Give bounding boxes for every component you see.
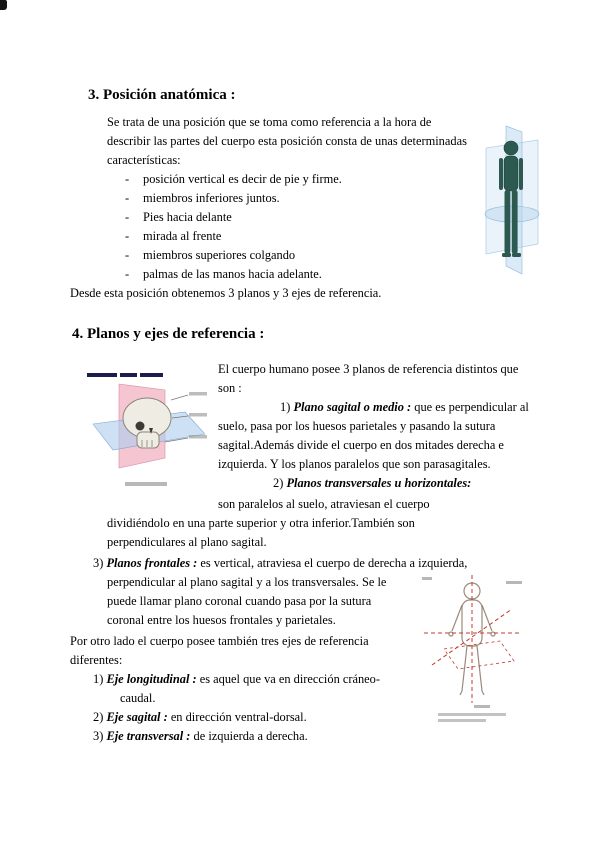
item-number: 1) xyxy=(93,672,104,686)
list-item xyxy=(125,265,455,284)
item-text: es vertical, atraviesa el cuerpo de derecha a izquierda, perpendicular al plano sagital y a los transversales. Se le xyxy=(107,556,468,589)
section4-intro: El cuerpo humano posee 3 planos de referencia distintos que son : xyxy=(218,362,519,395)
list-item-text: palmas de las manos hacia adelante. xyxy=(143,267,322,281)
item-text: en dirección ventral-dorsal. xyxy=(170,710,307,724)
item-title: Eje longitudinal : xyxy=(106,672,197,686)
list-item xyxy=(125,227,455,246)
list-item xyxy=(125,189,455,208)
item-number: 2) xyxy=(93,710,104,724)
body-axes-figure xyxy=(418,573,530,725)
item-title: Plano sagital o medio : xyxy=(293,400,412,414)
plane-transversal-text: son paralelos al suelo, atraviesan el cuerpo dividiéndolo en una parte superior y otra inferior.También son perpendiculares al plano sagital. xyxy=(107,497,430,549)
section3-heading: 3. Posición anatómica : xyxy=(88,87,236,103)
item-text-continued: puede llamar plano coronal cuando pasa por la sutura coronal entre los huesos frontales y parietales. xyxy=(107,594,372,627)
body-axes-svg xyxy=(418,573,530,725)
bullet-dash: - xyxy=(125,191,130,205)
item-number: 3) xyxy=(93,729,104,743)
item-text: es aquel que va en dirección cráneo-caudal. xyxy=(120,672,381,705)
skull-planes-svg xyxy=(85,370,211,496)
item-text: que es perpendicular al suelo, pasa por los huesos parietales y pasando la sutura sagital.Además divide el cuerpo en dos mitades derecha e izquierda. Y los planos paralelos que son parasagitales. xyxy=(218,400,529,471)
item-number: 2) xyxy=(273,476,284,490)
bullet-dash: - xyxy=(125,210,130,224)
skull-planes-figure xyxy=(85,370,211,496)
section3-intro: Se trata de una posición que se toma como referencia a la hora de describir las partes del cuerpo esta posición consta de unas determinadas características: xyxy=(107,115,467,167)
page-corner-artifact xyxy=(0,0,7,10)
item-title: Eje transversal : xyxy=(106,729,191,743)
item-title: Planos transversales u horizontales: xyxy=(286,476,472,490)
item-title: Eje sagital : xyxy=(106,710,168,724)
illegible-label-marks-bottom xyxy=(438,705,506,722)
list-item-text: Pies hacia delante xyxy=(143,210,232,224)
item-title: Planos frontales : xyxy=(106,556,198,570)
axis-item xyxy=(70,727,530,746)
list-item-text: mirada al frente xyxy=(143,229,222,243)
anatomical-position-figure xyxy=(478,122,545,292)
plane-frontal-item xyxy=(70,554,530,630)
item-number: 1) xyxy=(280,400,291,414)
anatomical-position-svg xyxy=(478,122,545,292)
bullet-dash: - xyxy=(125,248,130,262)
list-item xyxy=(125,246,455,265)
list-item xyxy=(125,208,455,227)
bullet-dash: - xyxy=(125,229,130,243)
list-item-text: posición vertical es decir de pie y firme. xyxy=(143,172,342,186)
section4-heading: 4. Planos y ejes de referencia : xyxy=(72,326,265,342)
anatomical-position-list xyxy=(125,170,455,284)
list-item-text: miembros inferiores juntos. xyxy=(143,191,280,205)
bullet-dash: - xyxy=(125,172,130,186)
axes-lines xyxy=(424,575,520,703)
list-item xyxy=(125,170,455,189)
item-number: 3) xyxy=(93,556,104,570)
section3-closing: Desde esta posición obtenemos 3 planos y 3 ejes de referencia. xyxy=(70,286,382,300)
figure-title-marks xyxy=(87,373,163,377)
list-item-text: miembros superiores colgando xyxy=(143,248,296,262)
item-text: de izquierda a derecha. xyxy=(193,729,308,743)
axes-intro: Por otro lado el cuerpo posee también tres ejes de referencia diferentes: xyxy=(70,634,369,667)
bullet-dash: - xyxy=(125,267,130,281)
